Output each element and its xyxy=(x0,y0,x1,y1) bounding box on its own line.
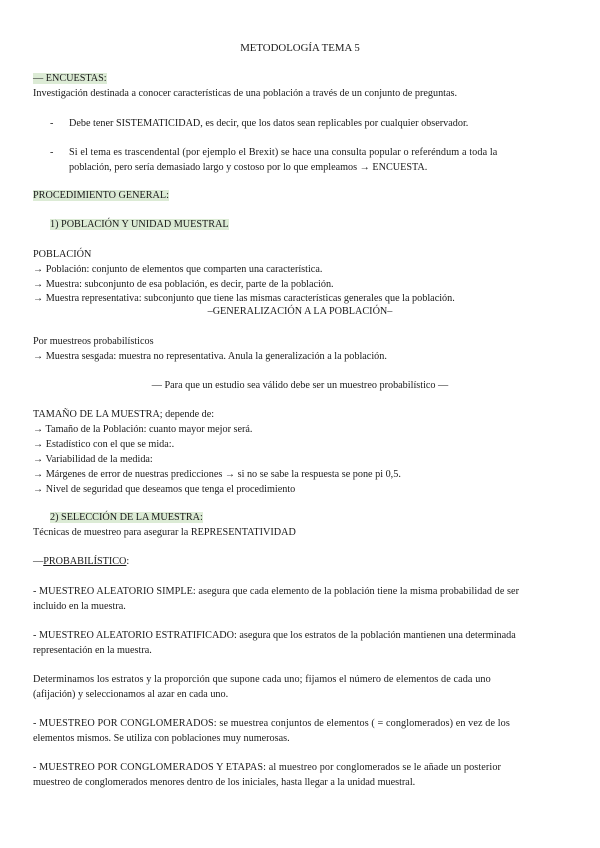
muestra-sesgada: → Muestra sesgada: muestra no representativa. Anula la generalización a la población. xyxy=(33,351,387,362)
muestreo-simple-line1: - MUESTREO ALEATORIO SIMPLE: asegura que cada elemento de la población tiene la misma probabilidad de ser xyxy=(33,586,520,597)
section-seleccion-heading: 2) SELECCIÓN DE LA MUESTRA: xyxy=(50,512,203,523)
validez-note: — Para que un estudio sea válido debe ser un muestreo probabilístico — xyxy=(151,380,449,391)
poblacion-item: → Muestra: subconjunto de esa población, es decir, parte de la población. xyxy=(33,279,334,290)
tamano-item: → Nivel de seguridad que deseamos que tenga el procedimiento xyxy=(33,484,296,495)
encuestas-heading: — ENCUESTAS: xyxy=(33,73,107,84)
bullet-brexit-line2: población, pero sería demasiado largo y costoso por lo que empleamos → ENCUESTA. xyxy=(69,162,428,173)
conglomerados-line1: - MUESTREO POR CONGLOMERADOS: se muestrea conjuntos de elementos ( = conglomerados) en vez de los xyxy=(33,718,510,729)
probabilistico-heading: —PROBABILÍSTICO: xyxy=(33,556,130,567)
poblacion-item: → Población: conjunto de elementos que comparten una característica. xyxy=(33,264,323,275)
bullet-marker: - xyxy=(50,118,54,129)
etapas-line1: - MUESTREO POR CONGLOMERADOS Y ETAPAS: al muestreo por conglomerados se le añade un posterior xyxy=(33,762,502,773)
bullet-marker: - xyxy=(50,147,54,158)
tamano-heading: TAMAÑO DE LA MUESTRA; depende de: xyxy=(33,409,215,420)
generalizacion-note: –GENERALIZACIÓN A LA POBLACIÓN– xyxy=(207,306,393,317)
poblacion-item: → Muestra representativa: subconjunto que tiene las mismas características generales que la población. xyxy=(33,293,455,304)
determinamos-line1: Determinamos los estratos y la proporción que supone cada uno; fijamos el número de elementos de cada uno xyxy=(33,674,491,685)
muestreo-estratificado-line1: - MUESTREO ALEATORIO ESTRATIFICADO: asegura que los estratos de la población mantienen una determinada xyxy=(33,630,516,641)
page-title: METODOLOGÍA TEMA 5 xyxy=(240,42,360,54)
muestreo-estratificado-line2: representación en la muestra. xyxy=(33,645,152,656)
bullet-sistematicidad: Debe tener SISTEMATICIDAD, es decir, que los datos sean replicables por cualquier observador. xyxy=(69,118,469,129)
tamano-item: → Márgenes de error de nuestras predicciones → si no se sabe la respuesta se pone pi 0,5. xyxy=(33,469,401,480)
muestreos-label: Por muestreos probabilísticos xyxy=(33,336,154,347)
conglomerados-line2: elementos mismos. Se utiliza con poblaciones muy numerosas. xyxy=(33,733,290,744)
encuestas-definition: Investigación destinada a conocer características de una población a través de un conjunto de preguntas. xyxy=(33,88,458,99)
section-poblacion-heading: 1) POBLACIÓN Y UNIDAD MUESTRAL xyxy=(50,219,229,230)
tamano-item: → Tamaño de la Población: cuanto mayor mejor será. xyxy=(33,424,253,435)
tecnicas-text: Técnicas de muestreo para asegurar la REPRESENTATIVIDAD xyxy=(33,527,296,538)
bullet-brexit-line1: Si el tema es trascendental (por ejemplo el Brexit) se hace una consulta popular o referéndum a toda la xyxy=(69,147,498,158)
etapas-line2: muestreo de conglomerados menores dentro de los iniciales, hasta llegar a la unidad muestral. xyxy=(33,777,416,788)
tamano-item: → Variabilidad de la medida: xyxy=(33,454,153,465)
procedimiento-heading: PROCEDIMIENTO GENERAL: xyxy=(33,190,169,201)
determinamos-line2: (afijación) y seleccionamos al azar en cada uno. xyxy=(33,689,229,700)
muestreo-simple-line2: incluido en la muestra. xyxy=(33,601,126,612)
tamano-item: → Estadístico con el que se mida:. xyxy=(33,439,175,450)
poblacion-label: POBLACIÓN xyxy=(33,249,92,260)
